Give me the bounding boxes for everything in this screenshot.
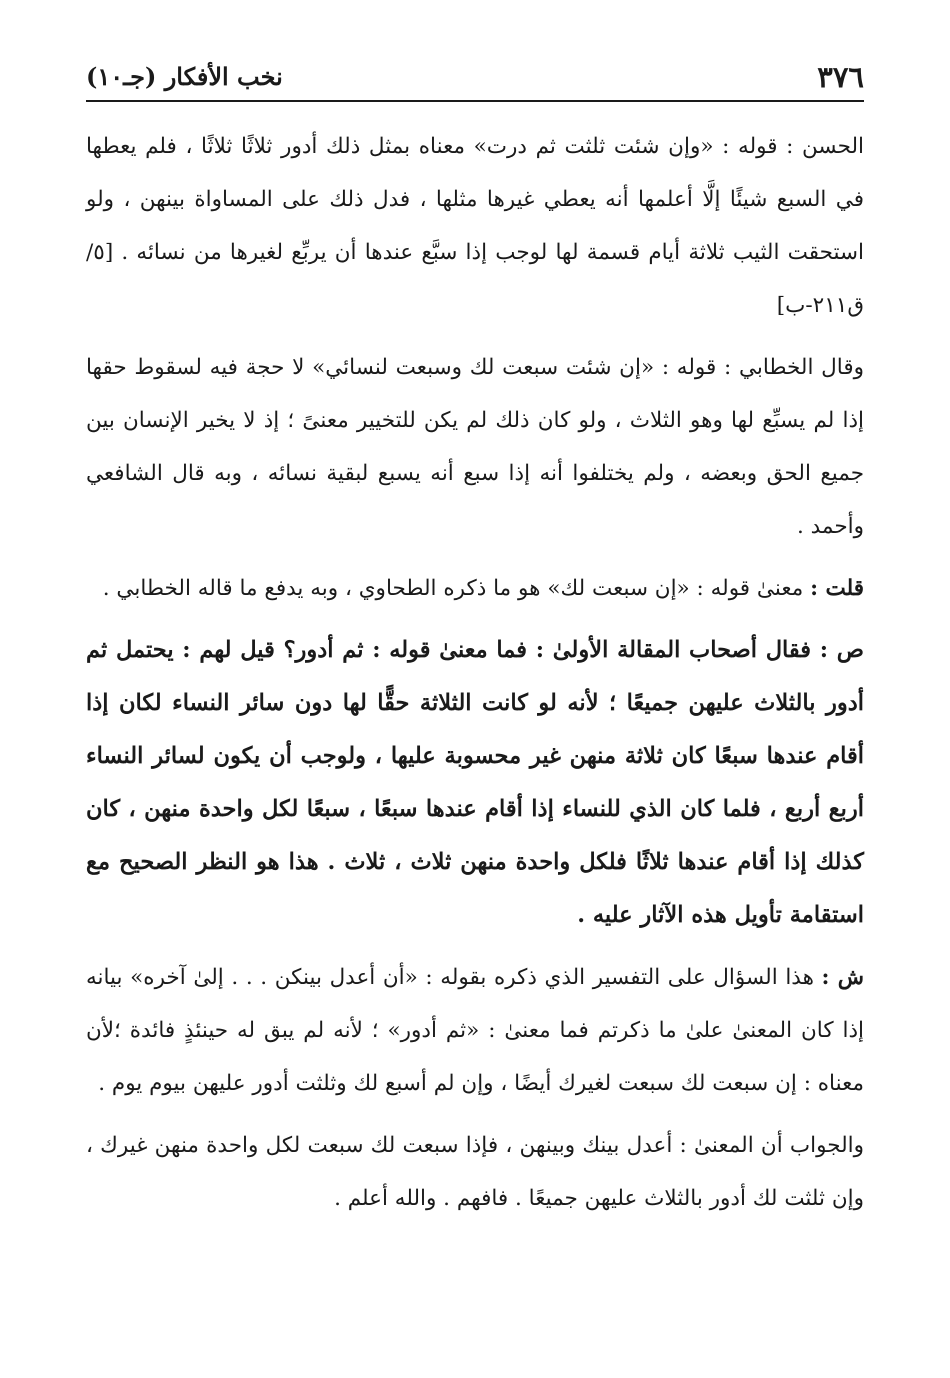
paragraph-shin-sharh (86, 951, 864, 1110)
paragraph-sad-matn (86, 624, 864, 942)
paragraph-khattabi (86, 341, 864, 553)
header-divider (86, 100, 864, 102)
paragraph-text: الحسن : قوله : «وإن شئت ثلثت ثم درت» معناه بمثل ذلك أدور ثلاثًا ثلاثًا ، فلم يعطها في السبع شيئًا إلَّا أعلمها أنه يعطي غيرها مثلها ، فدل ذلك على المساواة بينهن ، ولو استحقت الثيب ثلاثة أيام قسمة لها لوجب إذا سبَّع عندها أن يربِّع لغيرها من نسائه . [٥/ ق٢١١-ب] (86, 134, 864, 318)
book-title: نخب الأفكار (جـ١٠) (86, 62, 283, 91)
paragraph-text: فقال أصحاب المقالة الأولىٰ : فما معنىٰ قوله : ثم أدور؟ قيل لهم : يحتمل ثم أدور بالثلاث عليهن جميعًا ؛ لأنه لو كانت الثلاثة حقًّا لها دون سائر النساء لكان إذا أقام عندها سبعًا كان ثلاثة منهن غير محسوبة عليها ، ولوجب أن يكون لسائر النساء أربع أربع ، فلما كان الذي للنساء إذا أقام عندها سبعًا ، سبعًا لكل واحدة منهن ، كان كذلك إذا أقام عندها ثلاثًا فلكل واحدة منهن ثلاث ، ثلاث . هذا هو النظر الصحيح مع استقامة تأويل هذه الآثار عليه . (86, 637, 864, 928)
paragraph-text: هذا السؤال على التفسير الذي ذكره بقوله : «أن أعدل بينكن . . . إلىٰ آخره» بيانه إذا كان المعنىٰ علىٰ ما ذكرتم فما معنىٰ : «ثم أدور» ؛ لأنه لم يبق له حينئذٍ فائدة ؛لأن معناه : إن سبعت لك سبعت لغيرك أيضًا ، وإن لم أسبع لك وثلثت أدور عليهن بيوم يوم . (86, 965, 864, 1096)
paragraph-text: والجواب أن المعنىٰ : أعدل بينك وبينهن ، فإذا سبعت لك سبعت لكل واحدة منهن غيرك ، وإن ثلثت لك أدور بالثلاث عليهن جميعًا . فافهم . والله أعلم . (86, 1133, 864, 1211)
paragraph-hasan (86, 120, 864, 332)
paragraph-qultu (86, 562, 864, 615)
page-number: ٣٧٦ (817, 60, 864, 94)
paragraph-lead: قلت : (810, 576, 864, 601)
page-body (86, 120, 864, 1234)
paragraph-lead: ش : (821, 965, 864, 990)
paragraph-text: معنىٰ قوله : «إن سبعت لك» هو ما ذكره الطحاوي ، وبه يدفع ما قاله الخطابي . (102, 576, 811, 601)
page-header (86, 56, 864, 96)
paragraph-text: وقال الخطابي : قوله : «إن شئت سبعت لك وسبعت لنسائي» لا حجة فيه لسقوط حقها إذا لم يسبِّع لها وهو الثلاث ، ولو كان ذلك لم يكن للتخيير معنىً ؛ إذ لا يخير الإنسان بين جميع الحق وبعضه ، ولم يختلفوا أنه إذا سبع أنه يسبع لبقية نسائه ، وبه قال الشافعي وأحمد . (86, 355, 864, 539)
paragraph-answer (86, 1119, 864, 1225)
paragraph-lead: ص : (819, 637, 864, 663)
